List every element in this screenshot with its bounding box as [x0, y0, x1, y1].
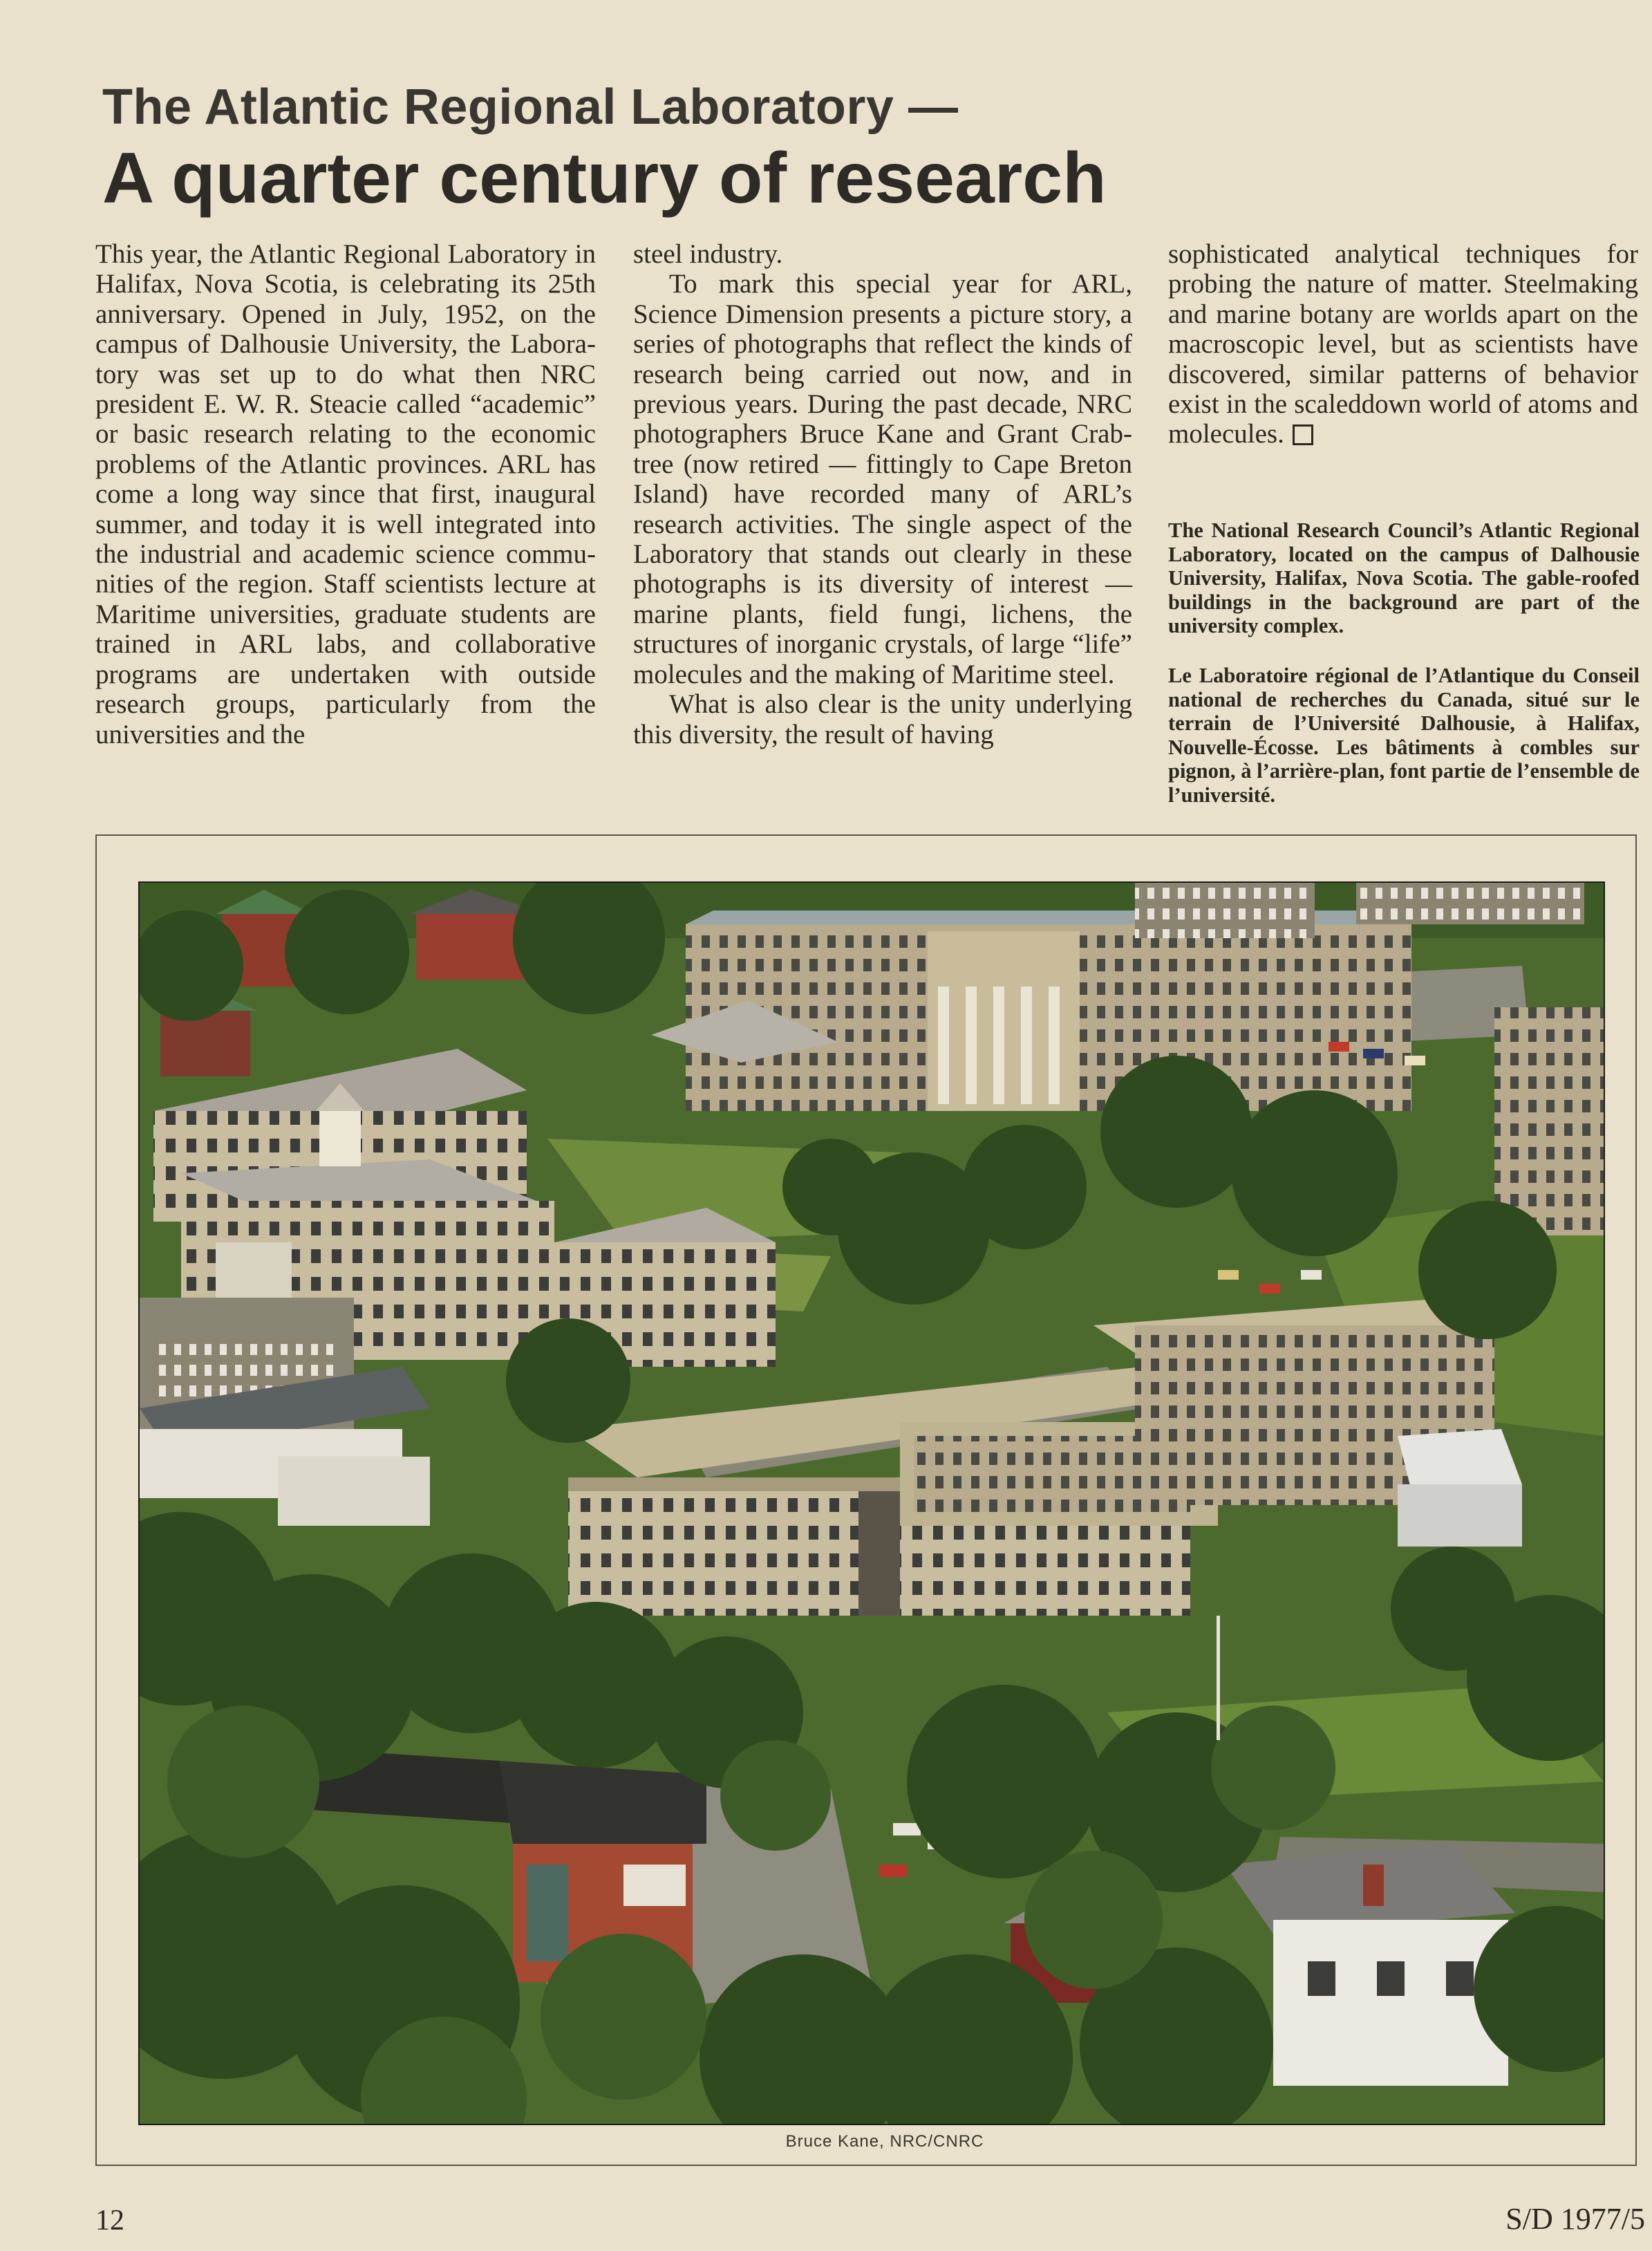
photo-credit: Bruce Kane, NRC/CNRC [785, 2132, 984, 2151]
article-paragraph: steel industry. [633, 239, 783, 269]
issue-footer: S/D 1977/5 [1505, 2202, 1645, 2236]
article-paragraph: To mark this special year for ARL, Science Dimension presents a picture story, a series of photographs that reflect the kinds of research being carried out now, and in previous years. During the past decade, NRC photographers Bruce Kane and Grant Crabtree (now retired — fittingly to Cape Breton Island) have recorded many of ARL’s research activities. The single aspect of the Laboratory that stands out clearly in these photographs is its diversity of interest — marine plants, field fungi, lichens, the structures of inorganic crystals, of large “life” molecules and the making of Maritime steel. [633, 269, 1132, 689]
end-of-article-mark [1293, 424, 1313, 445]
photo-caption-english: The National Research Council’s Atlantic Regional Laboratory, located on the campus of Dalhousie University, Halifax, Nova Scotia. The gable-roofed buildings in the background are part of the university complex. [1168, 519, 1640, 637]
article-headline: A quarter century of research [102, 138, 1107, 218]
page-number: 12 [95, 2205, 124, 2236]
article-paragraph [1168, 239, 1638, 449]
article-paragraph-text: sophisticated analytical techniques for probing the nature of matter. Steelmaking and marine botany are worlds apart on the macroscopic level, but as scientists have discovered, similar patterns of behavior exist in the scaleddown world of atoms and molecules. [1168, 239, 1638, 449]
photo-caption-french: Le Laboratoire régional de l’Atlantique du Conseil national de recherches du Canada, situé sur le terrain de l’Université Dalhousie, à Halifax, Nouvelle-Écosse. Les bâtiments à combles sur pignon, à l’arrière-plan, font partie de l’ensemble de l’université. [1168, 664, 1640, 807]
aerial-campus-photo [138, 881, 1605, 2125]
article-paragraph: What is also clear is the unity underlying this diversity, the result of having [633, 689, 1132, 749]
article-kicker: The Atlantic Regional Laboratory — [102, 80, 959, 135]
article-column-1 [95, 239, 596, 749]
article-column-3 [1168, 239, 1638, 449]
article-column-2 [633, 239, 1132, 749]
article-paragraph: This year, the Atlantic Regional Laboratory in Halifax, Nova Scotia, is celebrating its 25th anniversary. Opened in July, 1952, on the campus of Dalhousie University, the Laboratory was set up to do what then NRC president E. W. R. Steacie called “academic” or basic research relating to the economic problems of the Atlantic provinces. ARL has come a long way since that first, inaugural summer, and today it is well integrated into the industrial and academic science communities of the region. Staff scientists lecture at Maritime universities, graduate students are trained in ARL labs, and collaborative programs are undertaken with outside research groups, particularly from the universities and the [95, 239, 596, 749]
